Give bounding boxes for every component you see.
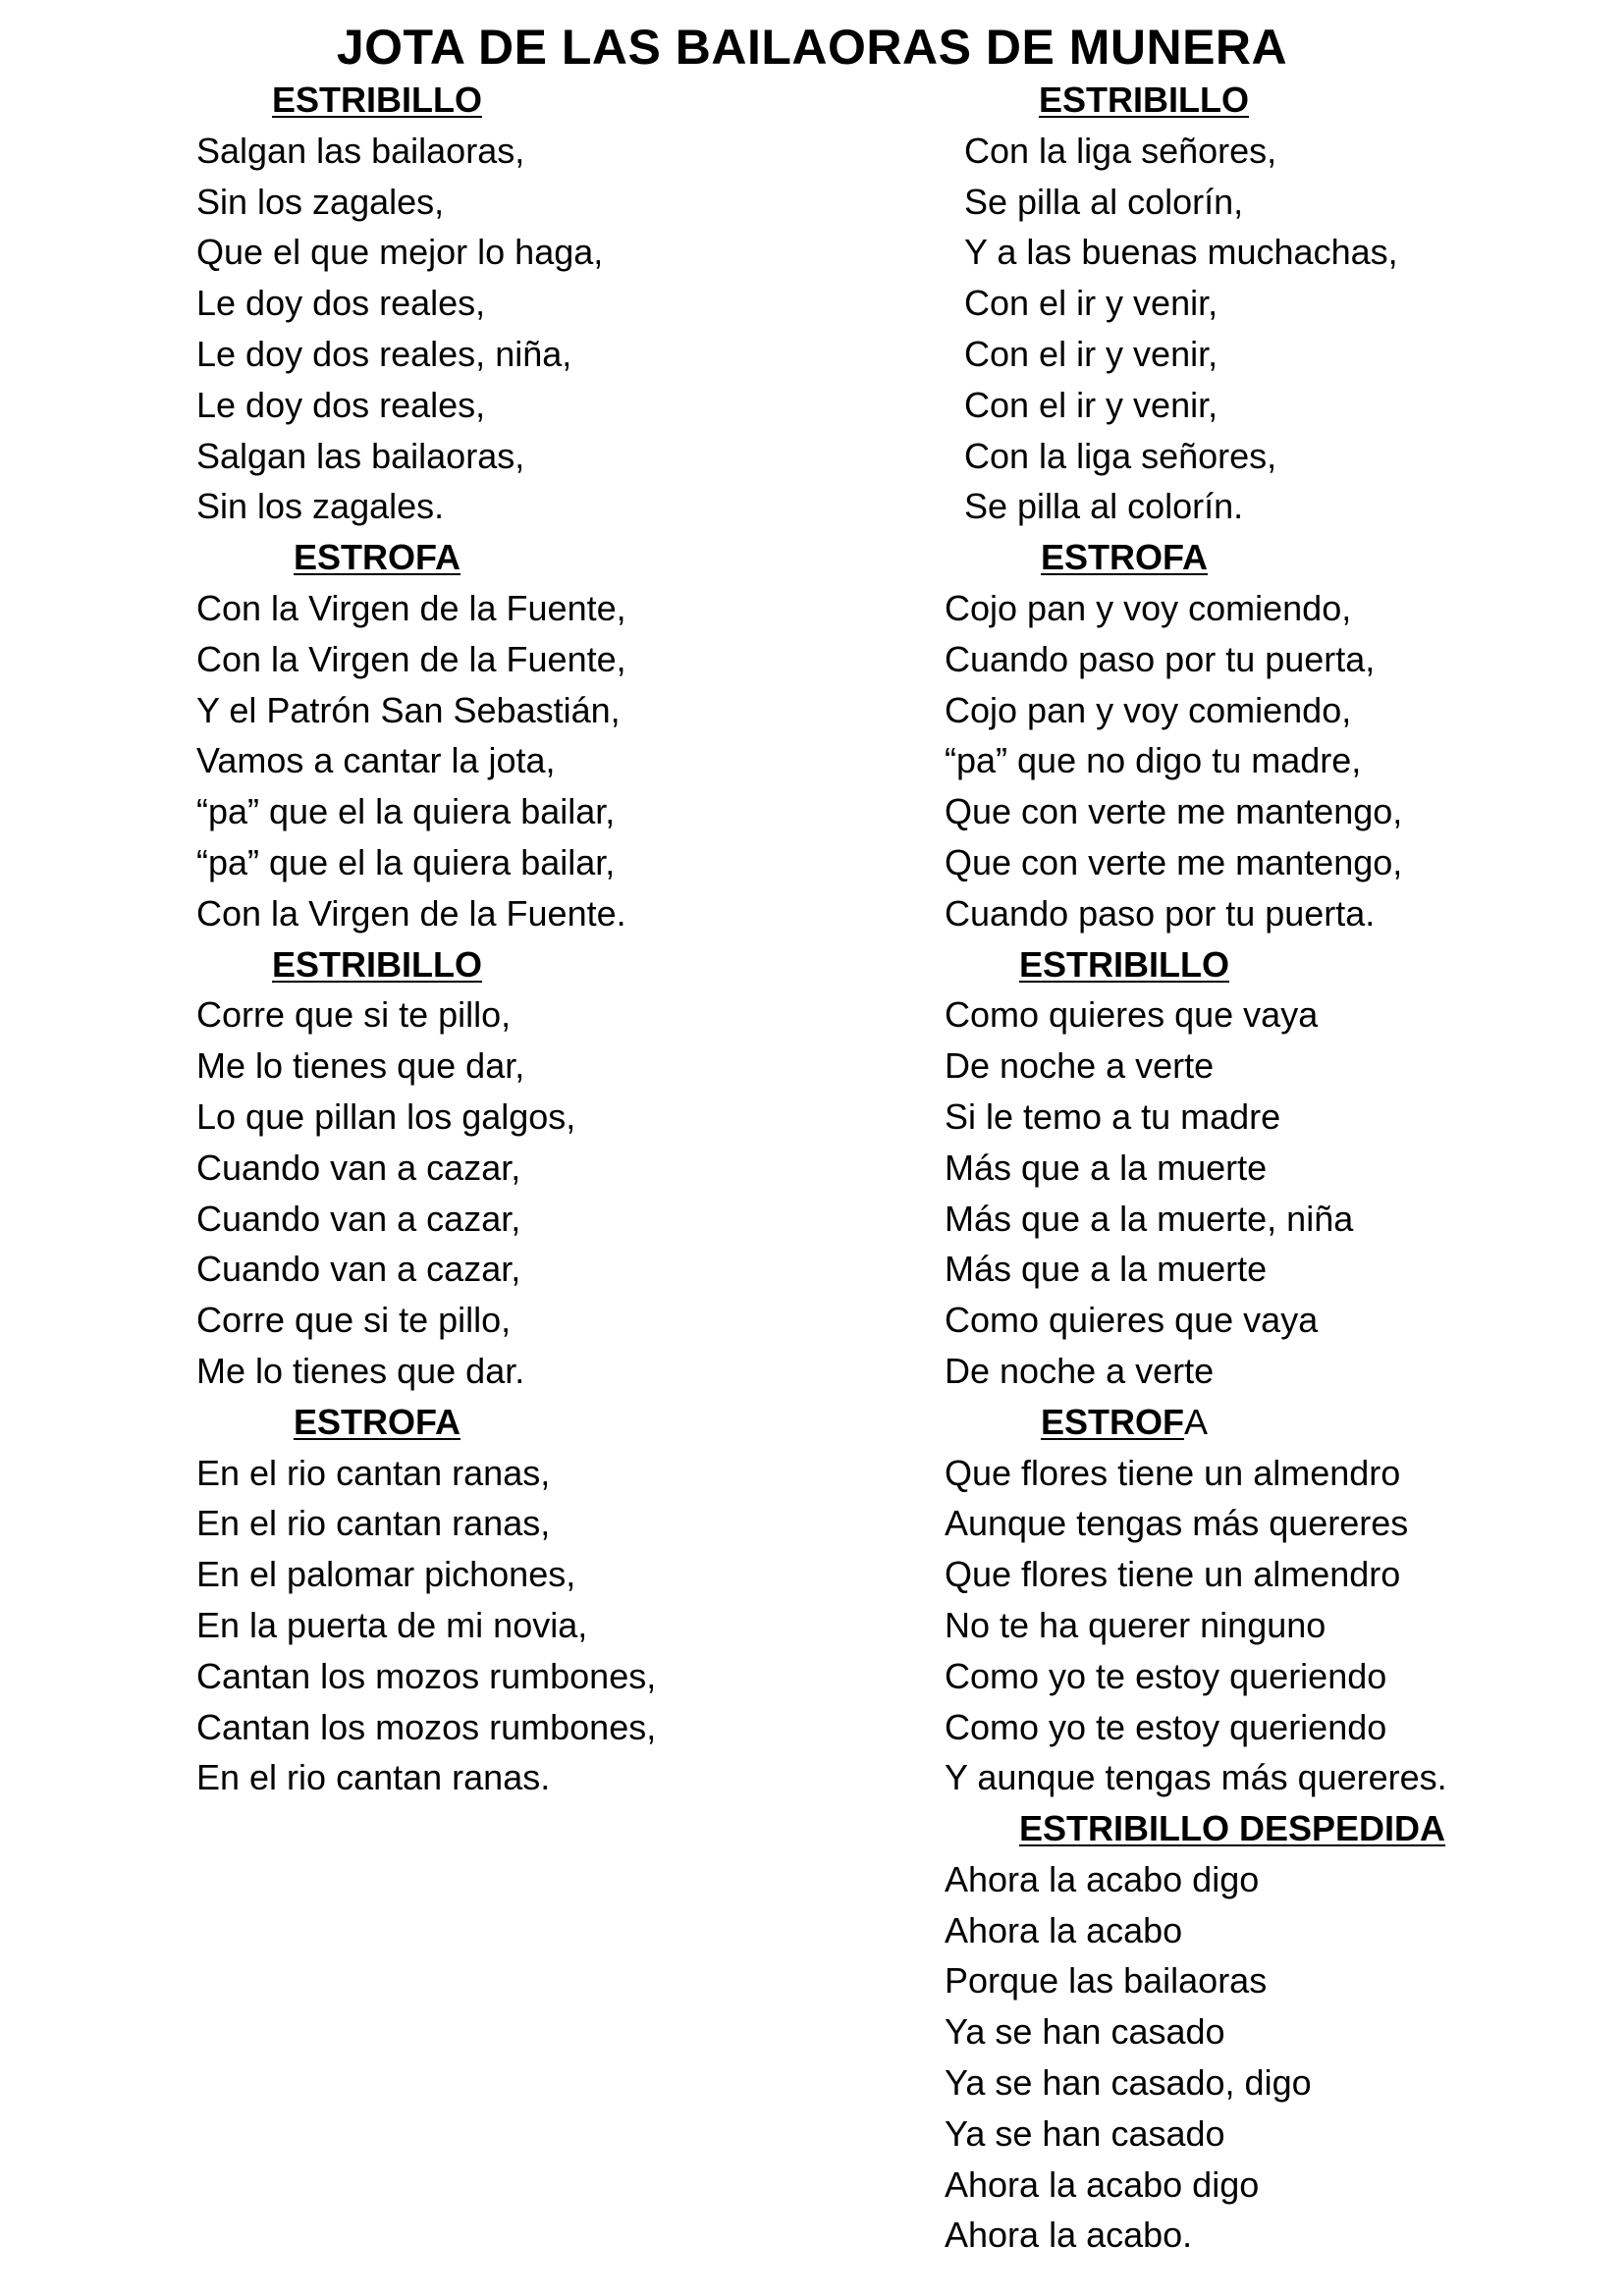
lyric-line: Más que a la muerte, niña [945,1198,1354,1239]
section-heading [945,1397,1593,1448]
page-title: JOTA DE LAS BAILAORAS DE MUNERA [336,20,1288,75]
lyric-line: Cuando van a cazar, [196,1249,521,1290]
lyric-line: Como quieres que vaya [945,1300,1319,1341]
lyric-line: Porque las bailaoras [945,1960,1268,2002]
lyric-line: Ahora la acabo digo [945,2163,1260,2205]
lyric-line: Le doy dos reales, niña, [196,333,572,374]
section-heading: ESTRIBILLO [1019,943,1229,985]
section-heading-tail: A [1184,1401,1209,1442]
lyric-line: Con la liga señores, [964,435,1277,476]
lyric-line: Cuando paso por tu puerta, [945,638,1376,679]
lyric-line: Cuando van a cazar, [196,1198,521,1239]
lyric-line: En el rio cantan ranas, [196,1503,551,1544]
lyric-line: Que con verte me mantengo, [945,841,1403,882]
lyric-line: Como yo te estoy queriendo [945,1706,1387,1747]
section-right-estribillo-1 [945,75,1593,532]
lyric-line: En la puerta de mi novia, [196,1604,588,1645]
section-left-estribillo-1 [196,75,884,532]
section-right-estribillo-despedida [945,1803,1593,2261]
lyric-line: Se pilla al colorín. [964,486,1244,527]
section-left-estrofa-2 [196,1397,884,1803]
lyric-line: Con la liga señores, [964,130,1277,171]
lyric-line: En el rio cantan ranas. [196,1757,551,1798]
section-left-estribillo-2 [196,939,884,1397]
lyric-line: Más que a la muerte [945,1147,1268,1188]
lyric-line: De noche a verte [945,1350,1215,1391]
lyric-line: Salgan las bailaoras, [196,435,525,476]
section-heading: ESTRIBILLO [272,80,482,120]
lyric-line: No te ha querer ninguno [945,1604,1326,1645]
section-right-estrofa-2 [945,1397,1593,1803]
lyric-line: Con el ir y venir, [964,384,1218,425]
section-heading: ESTROFA [1041,537,1209,578]
lyric-line: Ya se han casado [945,2011,1225,2053]
right-column [945,75,1593,2261]
lyric-line: Sin los zagales. [196,486,445,527]
lyric-line: Salgan las bailaoras, [196,130,525,171]
section-left-estrofa-1 [196,532,884,938]
section-heading: ESTRIBILLO DESPEDIDA [1019,1808,1446,1849]
lyric-line: Si le temo a tu madre [945,1095,1281,1137]
lyric-line: Y aunque tengas más quereres. [945,1757,1447,1798]
lyric-line: Cantan los mozos rumbones, [196,1706,657,1747]
section-heading: ESTROFA [294,537,461,578]
lyric-line: “pa” que el la quiera bailar, [196,791,616,832]
section-right-estribillo-2 [945,939,1593,1397]
lyric-line: Que el que mejor lo haga, [196,232,604,273]
lyric-line: Ahora la acabo. [945,2215,1193,2256]
lyric-line: Lo que pillan los galgos, [196,1095,576,1137]
lyric-line: Corre que si te pillo, [196,994,512,1036]
lyric-line: Como quieres que vaya [945,994,1319,1036]
section-right-estrofa-1 [945,532,1593,938]
lyric-line: Y a las buenas muchachas, [964,232,1398,273]
section-heading: ESTRIBILLO [272,943,482,985]
lyric-line: Con la Virgen de la Fuente. [196,892,626,934]
lyric-line: Me lo tienes que dar, [196,1045,525,1087]
section-heading: ESTROFA [294,1401,461,1442]
lyric-line: Con la Virgen de la Fuente, [196,587,626,628]
lyric-line: Cantan los mozos rumbones, [196,1655,657,1696]
lyric-line: Vamos a cantar la jota, [196,740,556,781]
left-column [196,75,884,1803]
lyric-line: Más que a la muerte [945,1249,1268,1290]
lyric-line: Como yo te estoy queriendo [945,1655,1387,1696]
lyric-line: Ya se han casado, digo [945,2062,1312,2104]
lyric-line: Cuando paso por tu puerta. [945,892,1376,934]
lyric-line: Con el ir y venir, [964,283,1218,324]
lyric-line: Y el Patrón San Sebastián, [196,689,621,730]
lyric-line: Me lo tienes que dar. [196,1350,525,1391]
lyric-line: Que flores tiene un almendro [945,1554,1401,1595]
section-heading-text: ESTROF [1041,1401,1185,1442]
lyric-line: En el palomar pichones, [196,1554,576,1595]
lyric-line: Que flores tiene un almendro [945,1452,1401,1493]
lyric-line: Cojo pan y voy comiendo, [945,587,1352,628]
lyric-line: Cojo pan y voy comiendo, [945,689,1352,730]
lyric-line: Se pilla al colorín, [964,181,1244,222]
lyric-line: Le doy dos reales, [196,384,486,425]
lyric-line: En el rio cantan ranas, [196,1452,551,1493]
lyric-line: Cuando van a cazar, [196,1147,521,1188]
lyric-line: Sin los zagales, [196,181,445,222]
lyric-line: Con la Virgen de la Fuente, [196,638,626,679]
lyric-line: “pa” que no digo tu madre, [945,740,1362,781]
lyric-line: Ahora la acabo digo [945,1858,1260,1899]
lyric-line: Aunque tengas más quereres [945,1503,1409,1544]
lyric-line: Ahora la acabo [945,1909,1183,1950]
lyric-line: Ya se han casado [945,2112,1225,2154]
lyric-line: De noche a verte [945,1045,1215,1087]
lyric-line: Que con verte me mantengo, [945,791,1403,832]
lyric-line: Con el ir y venir, [964,333,1218,374]
lyric-line: Corre que si te pillo, [196,1300,512,1341]
lyric-line: “pa” que el la quiera bailar, [196,841,616,882]
section-heading: ESTRIBILLO [1039,80,1249,120]
lyric-line: Le doy dos reales, [196,283,486,324]
